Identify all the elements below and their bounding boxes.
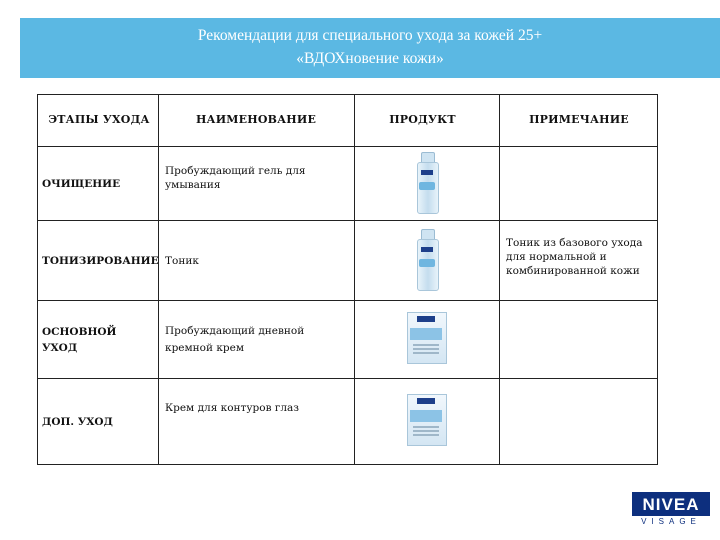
product-image-cell <box>355 221 500 301</box>
table-row <box>38 147 658 221</box>
product-name: Пробуждающий гель для умывания <box>165 164 306 191</box>
page-subtitle: «ВДОХновение кожи» <box>296 50 444 67</box>
column-header-stage: ЭТАПЫ УХОДА <box>48 113 150 126</box>
stage-cell: ДОП. УХОД <box>38 379 159 465</box>
note-text: Тоник из базового ухода для нормальной и комбинированной кожи <box>506 236 643 277</box>
product-image-cell <box>355 147 500 221</box>
product-name-cell <box>159 379 355 465</box>
note-cell <box>500 221 658 301</box>
table-row <box>38 379 658 465</box>
day-cream-jar-icon <box>407 312 447 364</box>
brand-subline: VISAGE <box>641 517 701 526</box>
cleansing-gel-bottle-icon <box>416 152 438 212</box>
table-row <box>38 221 658 301</box>
product-name: Крем для контуров глаз <box>165 401 299 414</box>
note-cell <box>500 379 658 465</box>
product-name-cell: Тоник <box>159 221 355 301</box>
product-image-cell <box>355 301 500 379</box>
page-title: Рекомендации для специального ухода за кожей 25+ <box>197 27 543 44</box>
note-cell <box>500 147 658 221</box>
column-header-product: ПРОДУКТ <box>389 113 456 126</box>
column-header-note: ПРИМЕЧАНИЕ <box>529 113 629 126</box>
product-name: Пробуждающий дневной кремной крем <box>165 324 305 354</box>
eye-cream-jar-icon <box>407 394 447 446</box>
product-image-cell <box>355 379 500 465</box>
stage-label: ТОНИЗИРОВАНИЕ <box>42 254 159 267</box>
note-cell <box>500 301 658 379</box>
nivea-visage-logo <box>632 492 710 528</box>
toner-bottle-icon <box>416 229 438 289</box>
stage-label: ОСНОВНОЙ УХОД <box>42 325 117 354</box>
product-name-cell <box>159 147 355 221</box>
care-table <box>37 94 658 465</box>
product-name-cell <box>159 301 355 379</box>
brand-subline-bar <box>632 516 710 528</box>
stage-cell: ОЧИЩЕНИЕ <box>38 147 159 221</box>
column-header-name: НАИМЕНОВАНИЕ <box>195 113 317 126</box>
stage-cell <box>38 301 159 379</box>
title-banner <box>20 18 720 78</box>
table-row <box>38 301 658 379</box>
brand-name: NIVEA <box>642 495 700 514</box>
stage-cell <box>38 221 159 301</box>
